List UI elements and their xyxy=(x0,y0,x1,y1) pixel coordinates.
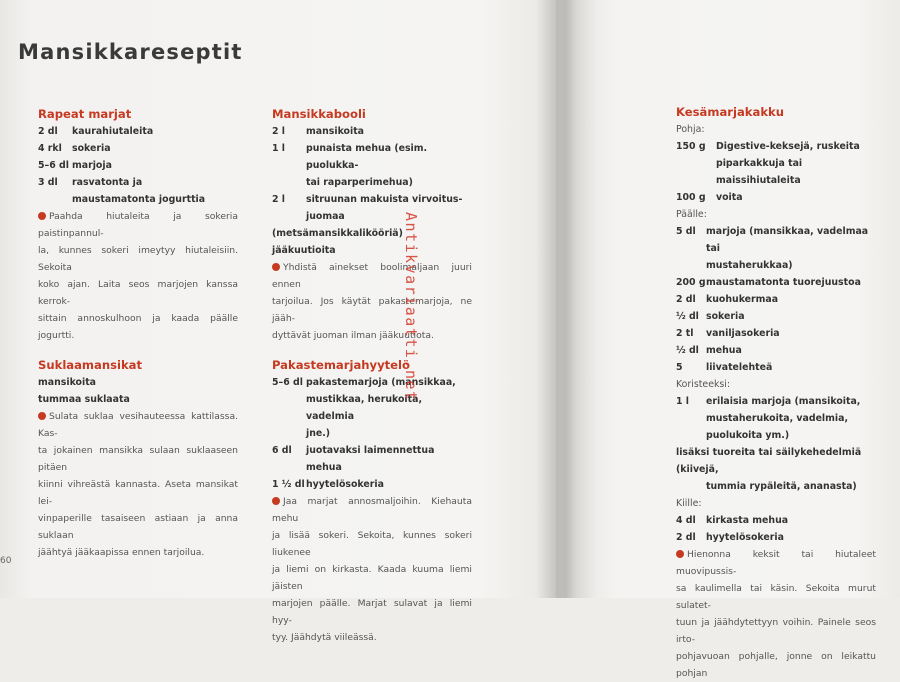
ingredient-qty xyxy=(676,427,706,444)
column-2 xyxy=(272,106,472,646)
ingredient-qty: 2 tl xyxy=(676,328,694,339)
ingredient-row xyxy=(272,174,472,191)
ingredient-qty: 2 l xyxy=(272,126,286,137)
ingredient-line: jääkuutioita xyxy=(272,245,336,256)
ingredient-row xyxy=(676,427,876,444)
instructions-pakastemarjahyytelo: Jaa marjat annosmaljoihin. Kiehauta mehu ja lisää sokeri. Sekoita, kunnes sokeri liukenee ja liemi on kirkasta. Kaada kuuma liemi jäisten marjojen päälle. Marjat sulavat ja liemi hyy- tyy. Jäähdytä viileässä. xyxy=(272,496,472,643)
bullet-dot-icon xyxy=(38,212,46,220)
ingredient-row xyxy=(676,342,876,359)
ingredient-name: juotavaksi laimennettua mehua xyxy=(306,445,435,473)
ingredient-qty xyxy=(272,425,306,442)
ingredient-qty: 2 l xyxy=(272,194,286,205)
ingredient-qty xyxy=(272,208,306,225)
ingredient-name: puolukoita ym.) xyxy=(706,430,790,441)
ingredient-line: tummia rypäleitä, ananasta) xyxy=(706,481,857,492)
ingredient-row xyxy=(676,155,876,189)
ingredient-name: juomaa xyxy=(306,211,345,222)
ingredient-name: pakastemarjoja (mansikkaa, xyxy=(306,377,456,388)
ingredient-qty: 4 rkl xyxy=(38,143,62,154)
ingredient-row xyxy=(676,257,876,274)
ingredient-row xyxy=(272,476,472,493)
ingredient-row xyxy=(676,529,876,546)
ingredient-row xyxy=(676,325,876,342)
ingredient-name: voita xyxy=(716,192,743,203)
ingredient-qty: 2 dl xyxy=(38,126,58,137)
ingredient-name: rasvatonta ja maustamatonta jogurttia xyxy=(72,177,206,205)
column-3 xyxy=(676,104,876,682)
instructions-mansikkabooli: Yhdistä ainekset boolimaljaan juuri ennen tarjoilua. Jos käytät pakastemarjoja, ne jääh- dyttävät juoman ilman jääkuutiota. xyxy=(272,262,472,341)
ingredient-qty: ½ dl xyxy=(676,345,699,356)
ingredient-qty xyxy=(676,410,706,427)
instructions-rapeat-marjat: Paahda hiutaleita ja sokeria paistinpannul- la, kunnes sokeri imeytyy hiutaleisiin. Sekoita koko ajan. Laita seos marjojen kanssa kerrok- sittain annoskulhoon ja kaada päälle jogurtti. xyxy=(38,211,238,341)
recipe-title-mansikkabooli: Mansikkabooli xyxy=(272,107,366,121)
ingredient-row xyxy=(676,138,876,155)
ingredient-name: piparkakkuja tai maissihiutaleita xyxy=(716,158,803,186)
section-label-koristeeksi: Koristeeksi: xyxy=(676,379,731,390)
ingredient-name: kirkasta mehua xyxy=(706,515,789,526)
ingredient-qty: ½ dl xyxy=(676,311,699,322)
ingredient-row xyxy=(676,308,876,325)
ingredient-row xyxy=(676,359,876,376)
ingredient-qty: 6 dl xyxy=(272,445,292,456)
ingredient-row xyxy=(676,189,876,206)
ingredient-row xyxy=(38,123,238,140)
ingredient-name: marjoja (mansikkaa, vadelmaa tai xyxy=(706,226,869,254)
bullet-dot-icon xyxy=(272,263,280,271)
instructions-kesamarjakakku: Hienonna keksit tai hiutaleet muovipussis- sa kaulimella tai käsin. Sekoita murut sulatet- tuun ja jäähdytettyyn voihin. Painele seos irto- pohjavuoan pohjalle, jonne on leikattu pohjan xyxy=(676,549,876,679)
recipe-title-suklaamansikat: Suklaamansikat xyxy=(38,358,143,372)
column-1 xyxy=(38,106,238,561)
recipe-title-rapeat-marjat: Rapeat marjat xyxy=(38,107,132,121)
bullet-dot-icon xyxy=(676,550,684,558)
ingredient-name: sitruunan makuista virvoitus- xyxy=(306,194,463,205)
section-label-kiille: Kiille: xyxy=(676,498,702,509)
bullet-dot-icon xyxy=(38,412,46,420)
ingredient-row xyxy=(272,391,472,425)
ingredient-name: liivatelehteä xyxy=(706,362,773,373)
ingredient-name: kaurahiutaleita xyxy=(72,126,154,137)
ingredient-name: mustikkaa, herukoita, vadelmia xyxy=(306,394,423,422)
ingredient-row xyxy=(272,123,472,140)
ingredient-qty: 5 dl xyxy=(676,226,696,237)
section-label-paalle: Päälle: xyxy=(676,209,707,220)
ingredient-name: mehua xyxy=(706,345,742,356)
ingredient-row xyxy=(38,140,238,157)
ingredient-name: Digestive-keksejä, ruskeita xyxy=(716,141,860,152)
ingredient-row xyxy=(272,208,472,225)
page-title: Mansikkareseptit xyxy=(18,40,243,64)
ingredient-row xyxy=(272,374,472,391)
ingredient-row xyxy=(272,140,472,174)
ingredient-name: sokeria xyxy=(72,143,111,154)
ingredient-qty: 1 l xyxy=(272,143,286,154)
ingredient-qty xyxy=(676,257,706,274)
ingredient-row xyxy=(676,512,876,529)
ingredient-row xyxy=(38,157,238,174)
ingredient-name: mustaherukoita, vadelmia, xyxy=(706,413,849,424)
ingredient-row xyxy=(676,393,876,410)
ingredient-line: (metsämansikkalikööriä) xyxy=(272,228,403,239)
ingredient-name: kuohukermaa xyxy=(706,294,779,305)
ingredient-qty: 150 g xyxy=(676,141,706,152)
ingredient-row xyxy=(272,442,472,476)
ingredient-qty xyxy=(272,391,306,425)
ingredient-row xyxy=(272,191,472,208)
ingredient-row xyxy=(676,410,876,427)
ingredient-name: marjoja xyxy=(72,160,112,171)
ingredient-qty: 5 xyxy=(676,362,683,373)
ingredient-qty: 5–6 dl xyxy=(272,377,303,388)
ingredient-row xyxy=(676,291,876,308)
ingredient-line: mansikoita xyxy=(38,377,97,388)
recipe-title-kesamarjakakku: Kesämarjakakku xyxy=(676,105,784,119)
section-label-pohja: Pohja: xyxy=(676,124,705,135)
ingredient-row xyxy=(272,425,472,442)
ingredient-name: jne.) xyxy=(306,428,331,439)
ingredient-row xyxy=(676,274,876,291)
ingredient-name: mansikoita xyxy=(306,126,365,137)
ingredient-qty: 2 dl xyxy=(676,294,696,305)
page-number: 60 xyxy=(0,556,12,566)
ingredient-qty: 3 dl xyxy=(38,177,58,188)
recipe-title-pakastemarjahyytelo: Pakastemarjahyytelö xyxy=(272,358,410,372)
ingredient-qty xyxy=(272,174,306,191)
ingredient-name: hyytelösokeria xyxy=(306,479,384,490)
ingredient-qty: 2 dl xyxy=(676,532,696,543)
watermark-text: Antikvariaatti.net xyxy=(402,212,420,402)
ingredient-row xyxy=(38,174,238,208)
ingredient-qty: 1 l xyxy=(676,396,690,407)
ingredient-qty xyxy=(676,155,716,189)
book-gutter xyxy=(536,0,596,598)
ingredient-qty: 200 g xyxy=(676,277,706,288)
ingredient-name: erilaisia marjoja (mansikoita, xyxy=(706,396,861,407)
ingredient-qty: 5–6 dl xyxy=(38,160,69,171)
ingredient-name: mustaherukkaa) xyxy=(706,260,793,271)
ingredient-name: vaniljasokeria xyxy=(706,328,780,339)
ingredient-qty: 100 g xyxy=(676,192,706,203)
ingredient-qty: 4 dl xyxy=(676,515,696,526)
ingredient-name: maustamatonta tuorejuustoa xyxy=(706,277,861,288)
ingredient-line: lisäksi tuoreita tai säilykehedelmiä (kiivejä, xyxy=(676,447,862,475)
ingredient-name: tai raparperimehua) xyxy=(306,177,413,188)
ingredient-line: tummaa suklaata xyxy=(38,394,130,405)
ingredient-qty: 1 ½ dl xyxy=(272,479,305,490)
ingredient-name: sokeria xyxy=(706,311,745,322)
ingredient-name: punaista mehua (esim. puolukka- xyxy=(306,143,428,171)
instructions-suklaamansikat: Sulata suklaa vesihauteessa kattilassa. Kas- ta jokainen mansikka sulaan suklaaseen pitäen kiinni vihreästä kannasta. Aseta mansikat lei- vinpaperille tasaiseen astiaan ja anna suklaan jäähtyä jääkaapissa ennen tarjoilua. xyxy=(38,411,238,558)
bullet-dot-icon xyxy=(272,497,280,505)
ingredient-row xyxy=(676,223,876,257)
ingredient-name: hyytelösokeria xyxy=(706,532,784,543)
